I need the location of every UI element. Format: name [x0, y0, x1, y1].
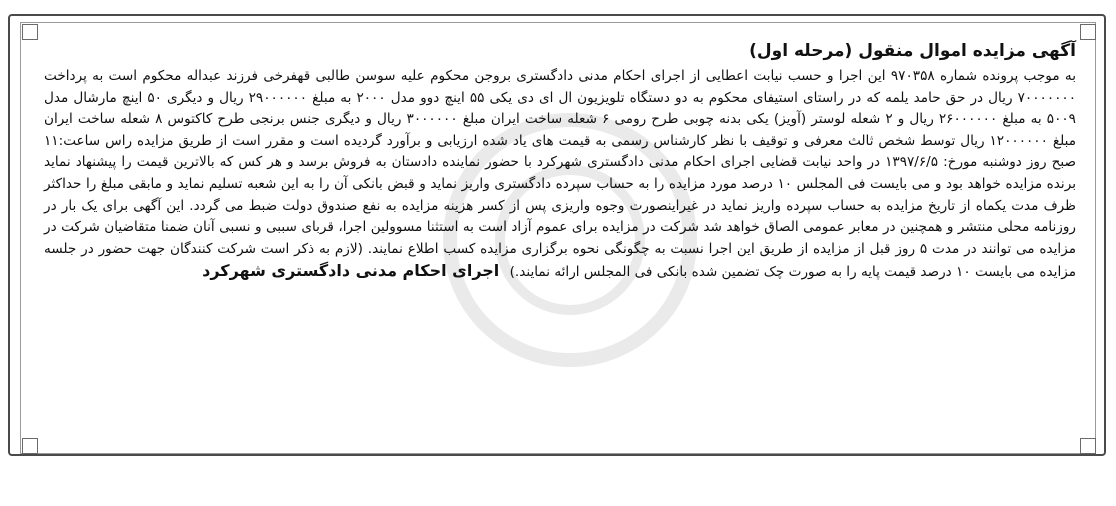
- notice-body: [44, 66, 1076, 284]
- notice-signature: اجرای احکام مدنی دادگستری شهرکرد: [202, 261, 500, 281]
- frame-corner-ornament: [1080, 438, 1096, 454]
- frame-corner-ornament: [1080, 24, 1096, 40]
- frame-corner-ornament: [22, 438, 38, 454]
- notice-content: [44, 38, 1076, 284]
- notice-title: آگهی مزایده اموال منقول (مرحله اول): [749, 41, 1076, 61]
- notice-body-text: به موجب پرونده شماره ۹۷۰۳۵۸ این اجرا و حسب نیابت اعطایی از اجرای احکام مدنی دادگستری بروجن محکوم علیه سوسن طالبی قهفرخی فرزند عبداله محکوم است به پرداخت ۷۰۰۰۰۰۰۰ ریال در حق حامد یلمه که در راستای استیفای محکوم به دو دستگاه تلویزیون ال ای دی یکی ۵۵ اینچ دوو مدل ۲۰۰۰ به مبلغ ۲۹۰۰۰۰۰۰ ریال و دیگری ۵۰ اینچ مارشال مدل ۵۰۰۹ به مبلغ ۲۶۰۰۰۰۰۰ ریال و ۲ شعله لوستر (آویز) یکی بدنه چوبی طرح رومی ۶ شعله ساخت ایران مبلغ ۳۰۰۰۰۰۰ ریال و دیگری جنس برنجی طرح کاکتوس ۸ شعله ساخت ایران مبلغ ۱۲۰۰۰۰۰۰ ریال توسط شخص ثالث معرفی و توقیف با نظر کارشناس رسمی به قیمت های یاد شده ارزیابی و برآورد گردیده است و مقرر است از طریق مزایده راس ساعت:۱۱ صبح روز دوشنبه مورخ: ۱۳۹۷/۶/۵ در واحد نیابت قضایی اجرای احکام مدنی دادگستری شهرکرد با حضور نماینده دادستان به فروش برسد و هر کس که بالاترین قیمت را پیشنهاد نماید برنده مزایده خواهد بود و می بایست فی المجلس ۱۰ درصد مورد مزایده را به حساب سپرده دادگستری واریز نماید و قبض بانکی آن را به این شعبه تسلیم نماید و مابقی مبلغ را حداکثر ظرف مدت یکماه از تاریخ مزایده به حساب سپرده واریز نماید در غیراینصورت وجوه واریزی پس از کسر هزینه مزایده به نفع صندوق دولت ضبط می گردد. این آگهی برای یک بار در روزنامه محلی منتشر و همچنین در معابر عمومی الصاق خواهد شد شرکت در مزایده برای عموم آزاد است به استثنا مسوولین اجرا، قربای سببی و نسبی آنان ضمنا متقاضیان شرکت در مزایده می توانند در مدت ۵ روز قبل از مزایده از طریق این اجرا نسبت به چگونگی نحوه برگزاری مزایده کسب اطلاع نمایند. (لازم به ذکر است شرکت کنندگان جهت حضور در جلسه مزایده می بایست ۱۰ درصد قیمت پایه را به صورت چک تضمین شده بانکی فی المجلس ارائه نمایند.): [44, 68, 1077, 281]
- frame-corner-ornament: [22, 24, 38, 40]
